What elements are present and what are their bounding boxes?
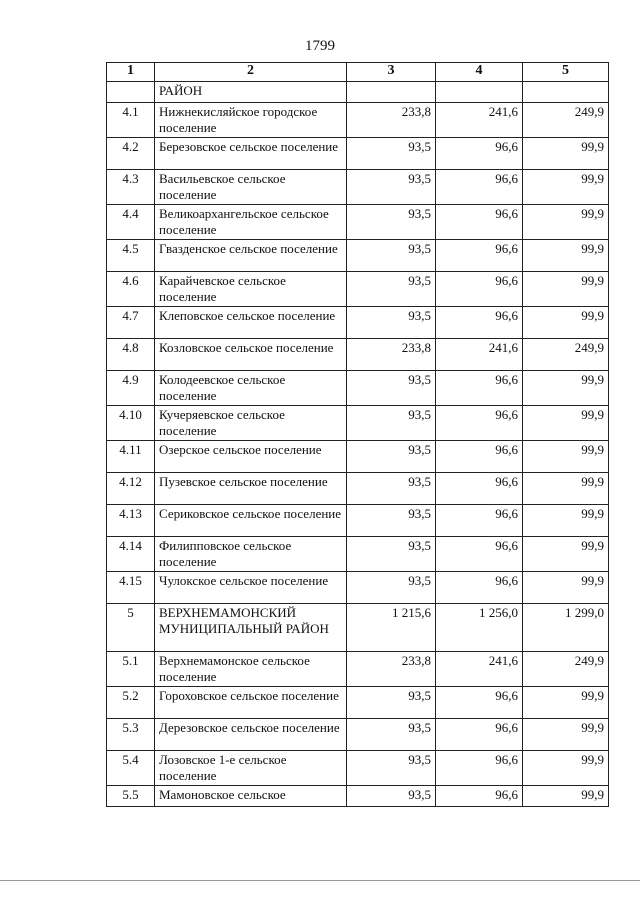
cell-col3: 93,5 bbox=[347, 307, 436, 339]
cell-num: 4.1 bbox=[107, 103, 155, 138]
cell-col4: 241,6 bbox=[436, 339, 523, 371]
cell-col4: 96,6 bbox=[436, 751, 523, 786]
table-row bbox=[107, 103, 609, 138]
cell-col4: 96,6 bbox=[436, 406, 523, 441]
cell-col4: 96,6 bbox=[436, 719, 523, 751]
cell-col3: 93,5 bbox=[347, 572, 436, 604]
cell-col5: 99,9 bbox=[523, 138, 609, 170]
cell-num: 4.10 bbox=[107, 406, 155, 441]
footer-divider bbox=[0, 880, 640, 881]
cell-col5: 99,9 bbox=[523, 205, 609, 240]
cell-col5: 99,9 bbox=[523, 272, 609, 307]
cell-col4: 96,6 bbox=[436, 205, 523, 240]
table-body bbox=[107, 82, 609, 807]
table-row bbox=[107, 786, 609, 807]
cell-name: Козловское сельское поселение bbox=[155, 339, 347, 371]
table-row bbox=[107, 505, 609, 537]
table-row bbox=[107, 537, 609, 572]
cell-col4: 96,6 bbox=[436, 473, 523, 505]
cell-num bbox=[107, 82, 155, 103]
cell-col5: 99,9 bbox=[523, 371, 609, 406]
cell-name: РАЙОН bbox=[155, 82, 347, 103]
cell-col5 bbox=[523, 82, 609, 103]
cell-col4: 96,6 bbox=[436, 240, 523, 272]
cell-col5: 99,9 bbox=[523, 505, 609, 537]
table-row bbox=[107, 751, 609, 786]
cell-col5: 99,9 bbox=[523, 751, 609, 786]
cell-num: 4.7 bbox=[107, 307, 155, 339]
table-row bbox=[107, 170, 609, 205]
table-row bbox=[107, 604, 609, 652]
cell-col4: 96,6 bbox=[436, 687, 523, 719]
cell-col3: 93,5 bbox=[347, 441, 436, 473]
table-row bbox=[107, 441, 609, 473]
cell-col4: 96,6 bbox=[436, 441, 523, 473]
cell-name: Колодеевское сельское поселение bbox=[155, 371, 347, 406]
cell-col5: 99,9 bbox=[523, 441, 609, 473]
cell-col3: 93,5 bbox=[347, 786, 436, 807]
cell-col5: 99,9 bbox=[523, 719, 609, 751]
cell-num: 4.12 bbox=[107, 473, 155, 505]
table-row bbox=[107, 138, 609, 170]
cell-col5: 99,9 bbox=[523, 307, 609, 339]
table-row bbox=[107, 652, 609, 687]
cell-col4: 96,6 bbox=[436, 371, 523, 406]
cell-name: Карайчевское сельское поселение bbox=[155, 272, 347, 307]
cell-col3: 93,5 bbox=[347, 371, 436, 406]
cell-col5: 249,9 bbox=[523, 103, 609, 138]
cell-col4: 96,6 bbox=[436, 272, 523, 307]
cell-name: ВЕРХНЕМАМОНСКИЙ МУНИЦИПАЛЬНЫЙ РАЙОН bbox=[155, 604, 347, 652]
column-header-5: 5 bbox=[523, 63, 609, 82]
cell-col3: 93,5 bbox=[347, 170, 436, 205]
cell-col5: 249,9 bbox=[523, 339, 609, 371]
cell-col5: 99,9 bbox=[523, 406, 609, 441]
cell-name: Гороховское сельское поселение bbox=[155, 687, 347, 719]
cell-num: 5.2 bbox=[107, 687, 155, 719]
cell-col4: 96,6 bbox=[436, 537, 523, 572]
cell-col5: 99,9 bbox=[523, 537, 609, 572]
cell-num: 5.4 bbox=[107, 751, 155, 786]
cell-col3: 93,5 bbox=[347, 719, 436, 751]
cell-col4: 1 256,0 bbox=[436, 604, 523, 652]
cell-col4: 96,6 bbox=[436, 138, 523, 170]
cell-name: Кучеряевское сельское поселение bbox=[155, 406, 347, 441]
cell-num: 4.6 bbox=[107, 272, 155, 307]
cell-col3: 93,5 bbox=[347, 406, 436, 441]
cell-name: Великоархангельское сельское поселение bbox=[155, 205, 347, 240]
cell-name: Сериковское сельское поселение bbox=[155, 505, 347, 537]
cell-col5: 99,9 bbox=[523, 687, 609, 719]
cell-col5: 99,9 bbox=[523, 240, 609, 272]
cell-name: Васильевское сельское поселение bbox=[155, 170, 347, 205]
cell-name: Дерезовское сельское поселение bbox=[155, 719, 347, 751]
table-row bbox=[107, 572, 609, 604]
cell-num: 4.15 bbox=[107, 572, 155, 604]
cell-col5: 99,9 bbox=[523, 473, 609, 505]
cell-num: 4.5 bbox=[107, 240, 155, 272]
cell-col3: 233,8 bbox=[347, 652, 436, 687]
cell-num: 4.14 bbox=[107, 537, 155, 572]
settlements-table bbox=[106, 62, 609, 807]
cell-name: Лозовское 1-е сельское поселение bbox=[155, 751, 347, 786]
cell-name: Клеповское сельское поселение bbox=[155, 307, 347, 339]
cell-col3: 93,5 bbox=[347, 751, 436, 786]
cell-col4: 96,6 bbox=[436, 572, 523, 604]
cell-num: 5.5 bbox=[107, 786, 155, 807]
table-row bbox=[107, 687, 609, 719]
page-number: 1799 bbox=[305, 38, 335, 54]
cell-name: Озерское сельское поселение bbox=[155, 441, 347, 473]
cell-col3: 93,5 bbox=[347, 138, 436, 170]
cell-col3 bbox=[347, 82, 436, 103]
cell-col4: 241,6 bbox=[436, 652, 523, 687]
cell-name: Чулокское сельское поселение bbox=[155, 572, 347, 604]
cell-col3: 93,5 bbox=[347, 505, 436, 537]
cell-col3: 233,8 bbox=[347, 103, 436, 138]
cell-num: 5 bbox=[107, 604, 155, 652]
table-row bbox=[107, 205, 609, 240]
cell-name: Гвазденское сельское поселение bbox=[155, 240, 347, 272]
table-row bbox=[107, 339, 609, 371]
cell-col4: 96,6 bbox=[436, 786, 523, 807]
cell-col3: 93,5 bbox=[347, 205, 436, 240]
cell-num: 4.11 bbox=[107, 441, 155, 473]
cell-col5: 99,9 bbox=[523, 786, 609, 807]
cell-col4: 96,6 bbox=[436, 307, 523, 339]
table-row bbox=[107, 406, 609, 441]
cell-num: 4.13 bbox=[107, 505, 155, 537]
cell-name: Березовское сельское поселение bbox=[155, 138, 347, 170]
table-row bbox=[107, 240, 609, 272]
cell-name: Верхнемамонское сельское поселение bbox=[155, 652, 347, 687]
column-header-3: 3 bbox=[347, 63, 436, 82]
cell-name: Нижнекисляйское городское поселение bbox=[155, 103, 347, 138]
cell-col5: 249,9 bbox=[523, 652, 609, 687]
cell-num: 4.4 bbox=[107, 205, 155, 240]
table-header-row bbox=[107, 63, 609, 82]
table-row bbox=[107, 473, 609, 505]
cell-name: Пузевское сельское поселение bbox=[155, 473, 347, 505]
cell-col3: 93,5 bbox=[347, 272, 436, 307]
cell-name: Филипповское сельское поселение bbox=[155, 537, 347, 572]
column-header-1: 1 bbox=[107, 63, 155, 82]
cell-num: 4.9 bbox=[107, 371, 155, 406]
cell-num: 4.2 bbox=[107, 138, 155, 170]
table-row bbox=[107, 272, 609, 307]
cell-name: Мамоновское сельское bbox=[155, 786, 347, 807]
cell-col4 bbox=[436, 82, 523, 103]
cell-col5: 99,9 bbox=[523, 170, 609, 205]
cell-col4: 241,6 bbox=[436, 103, 523, 138]
table-row bbox=[107, 371, 609, 406]
cell-col5: 1 299,0 bbox=[523, 604, 609, 652]
cell-col3: 93,5 bbox=[347, 687, 436, 719]
cell-col3: 93,5 bbox=[347, 473, 436, 505]
cell-num: 4.3 bbox=[107, 170, 155, 205]
table-row-continued bbox=[107, 82, 609, 103]
table-row bbox=[107, 719, 609, 751]
cell-col3: 93,5 bbox=[347, 537, 436, 572]
column-header-2: 2 bbox=[155, 63, 347, 82]
cell-col3: 93,5 bbox=[347, 240, 436, 272]
column-header-4: 4 bbox=[436, 63, 523, 82]
cell-col3: 233,8 bbox=[347, 339, 436, 371]
cell-col5: 99,9 bbox=[523, 572, 609, 604]
table-row bbox=[107, 307, 609, 339]
cell-col3: 1 215,6 bbox=[347, 604, 436, 652]
cell-num: 5.1 bbox=[107, 652, 155, 687]
cell-col4: 96,6 bbox=[436, 505, 523, 537]
cell-col4: 96,6 bbox=[436, 170, 523, 205]
cell-num: 4.8 bbox=[107, 339, 155, 371]
cell-num: 5.3 bbox=[107, 719, 155, 751]
